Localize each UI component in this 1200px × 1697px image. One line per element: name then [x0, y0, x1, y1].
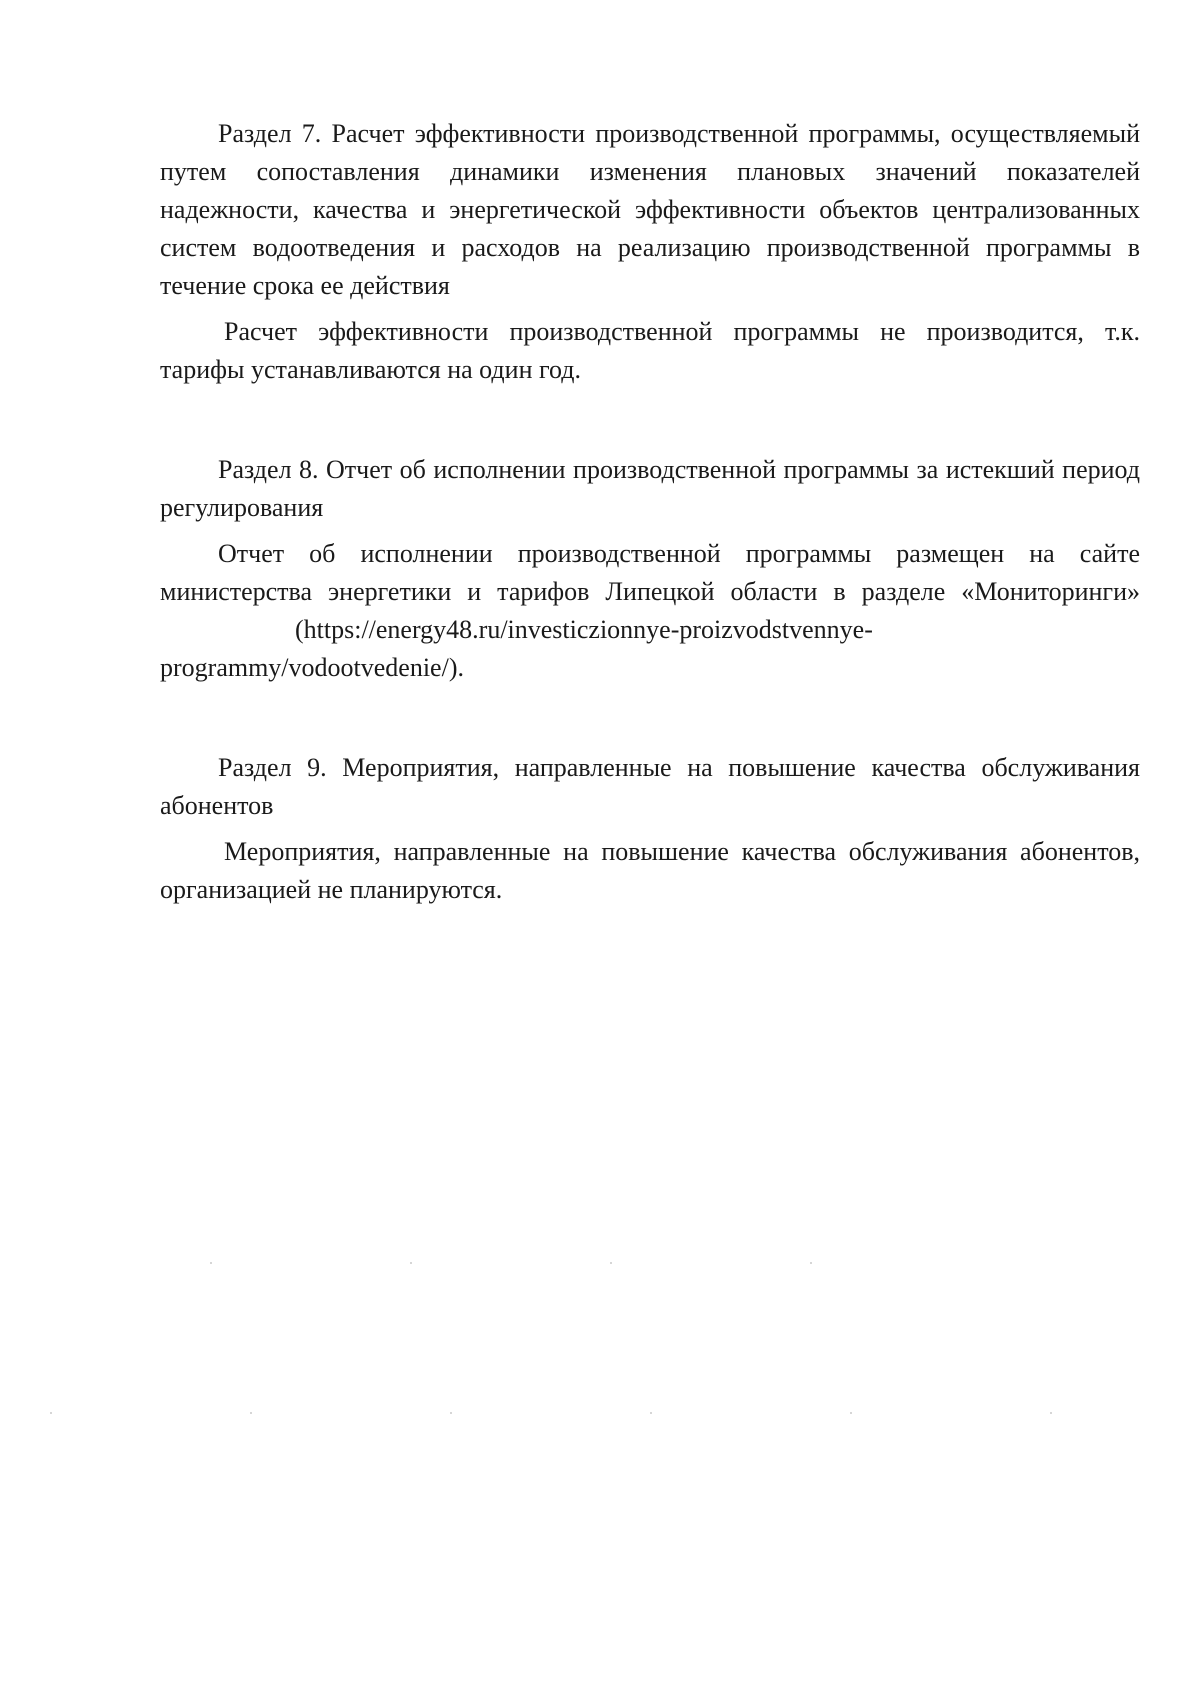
section-8-body — [160, 535, 1140, 687]
section-spacer — [160, 389, 1140, 451]
scan-artifact — [450, 1412, 452, 1414]
document-content — [160, 115, 1140, 909]
scan-artifact — [250, 1412, 252, 1414]
section-8-body-end: . — [457, 653, 464, 682]
scan-artifact — [1050, 1412, 1052, 1414]
scan-artifact — [650, 1412, 652, 1414]
monitoring-link[interactable]: (https://energy48.ru/investiczionnye-proizvodstvennye-programmy/vodootvedenie/) — [160, 615, 873, 682]
section-9-heading: Раздел 9. Мероприятия, направленные на повышение качества обслуживания абонентов — [160, 753, 1140, 820]
scan-artifact — [850, 1412, 852, 1414]
section-7-heading: Раздел 7. Расчет эффективности производственной программы, осуществляемый путем сопоставления динамики изменения плановых значений показателей надежности, качества и энергетической эффективности объектов централизованных систем водоотведения и расходов на реализацию производственной программы в течение срока ее действия — [160, 119, 1140, 300]
section-9-body: Мероприятия, направленные на повышение качества обслуживания абонентов, организацией не планируются. — [160, 837, 1140, 904]
section-8-body-text: Отчет об исполнении производственной программы размещен на сайте министерства энергетики и тарифов Липецкой области в разделе «Мониторинги» — [160, 539, 1140, 606]
scan-artifact — [210, 1262, 212, 1264]
scan-artifact — [50, 1412, 52, 1414]
scan-artifact — [610, 1262, 612, 1264]
section-8-heading: Раздел 8. Отчет об исполнении производственной программы за истекший период регулирования — [160, 455, 1140, 522]
section-spacer — [160, 687, 1140, 749]
section-7-body: Расчет эффективности производственной программы не производится, т.к. тарифы устанавливаются на один год. — [160, 317, 1140, 384]
scan-artifact — [810, 1262, 812, 1264]
scan-artifact — [410, 1262, 412, 1264]
